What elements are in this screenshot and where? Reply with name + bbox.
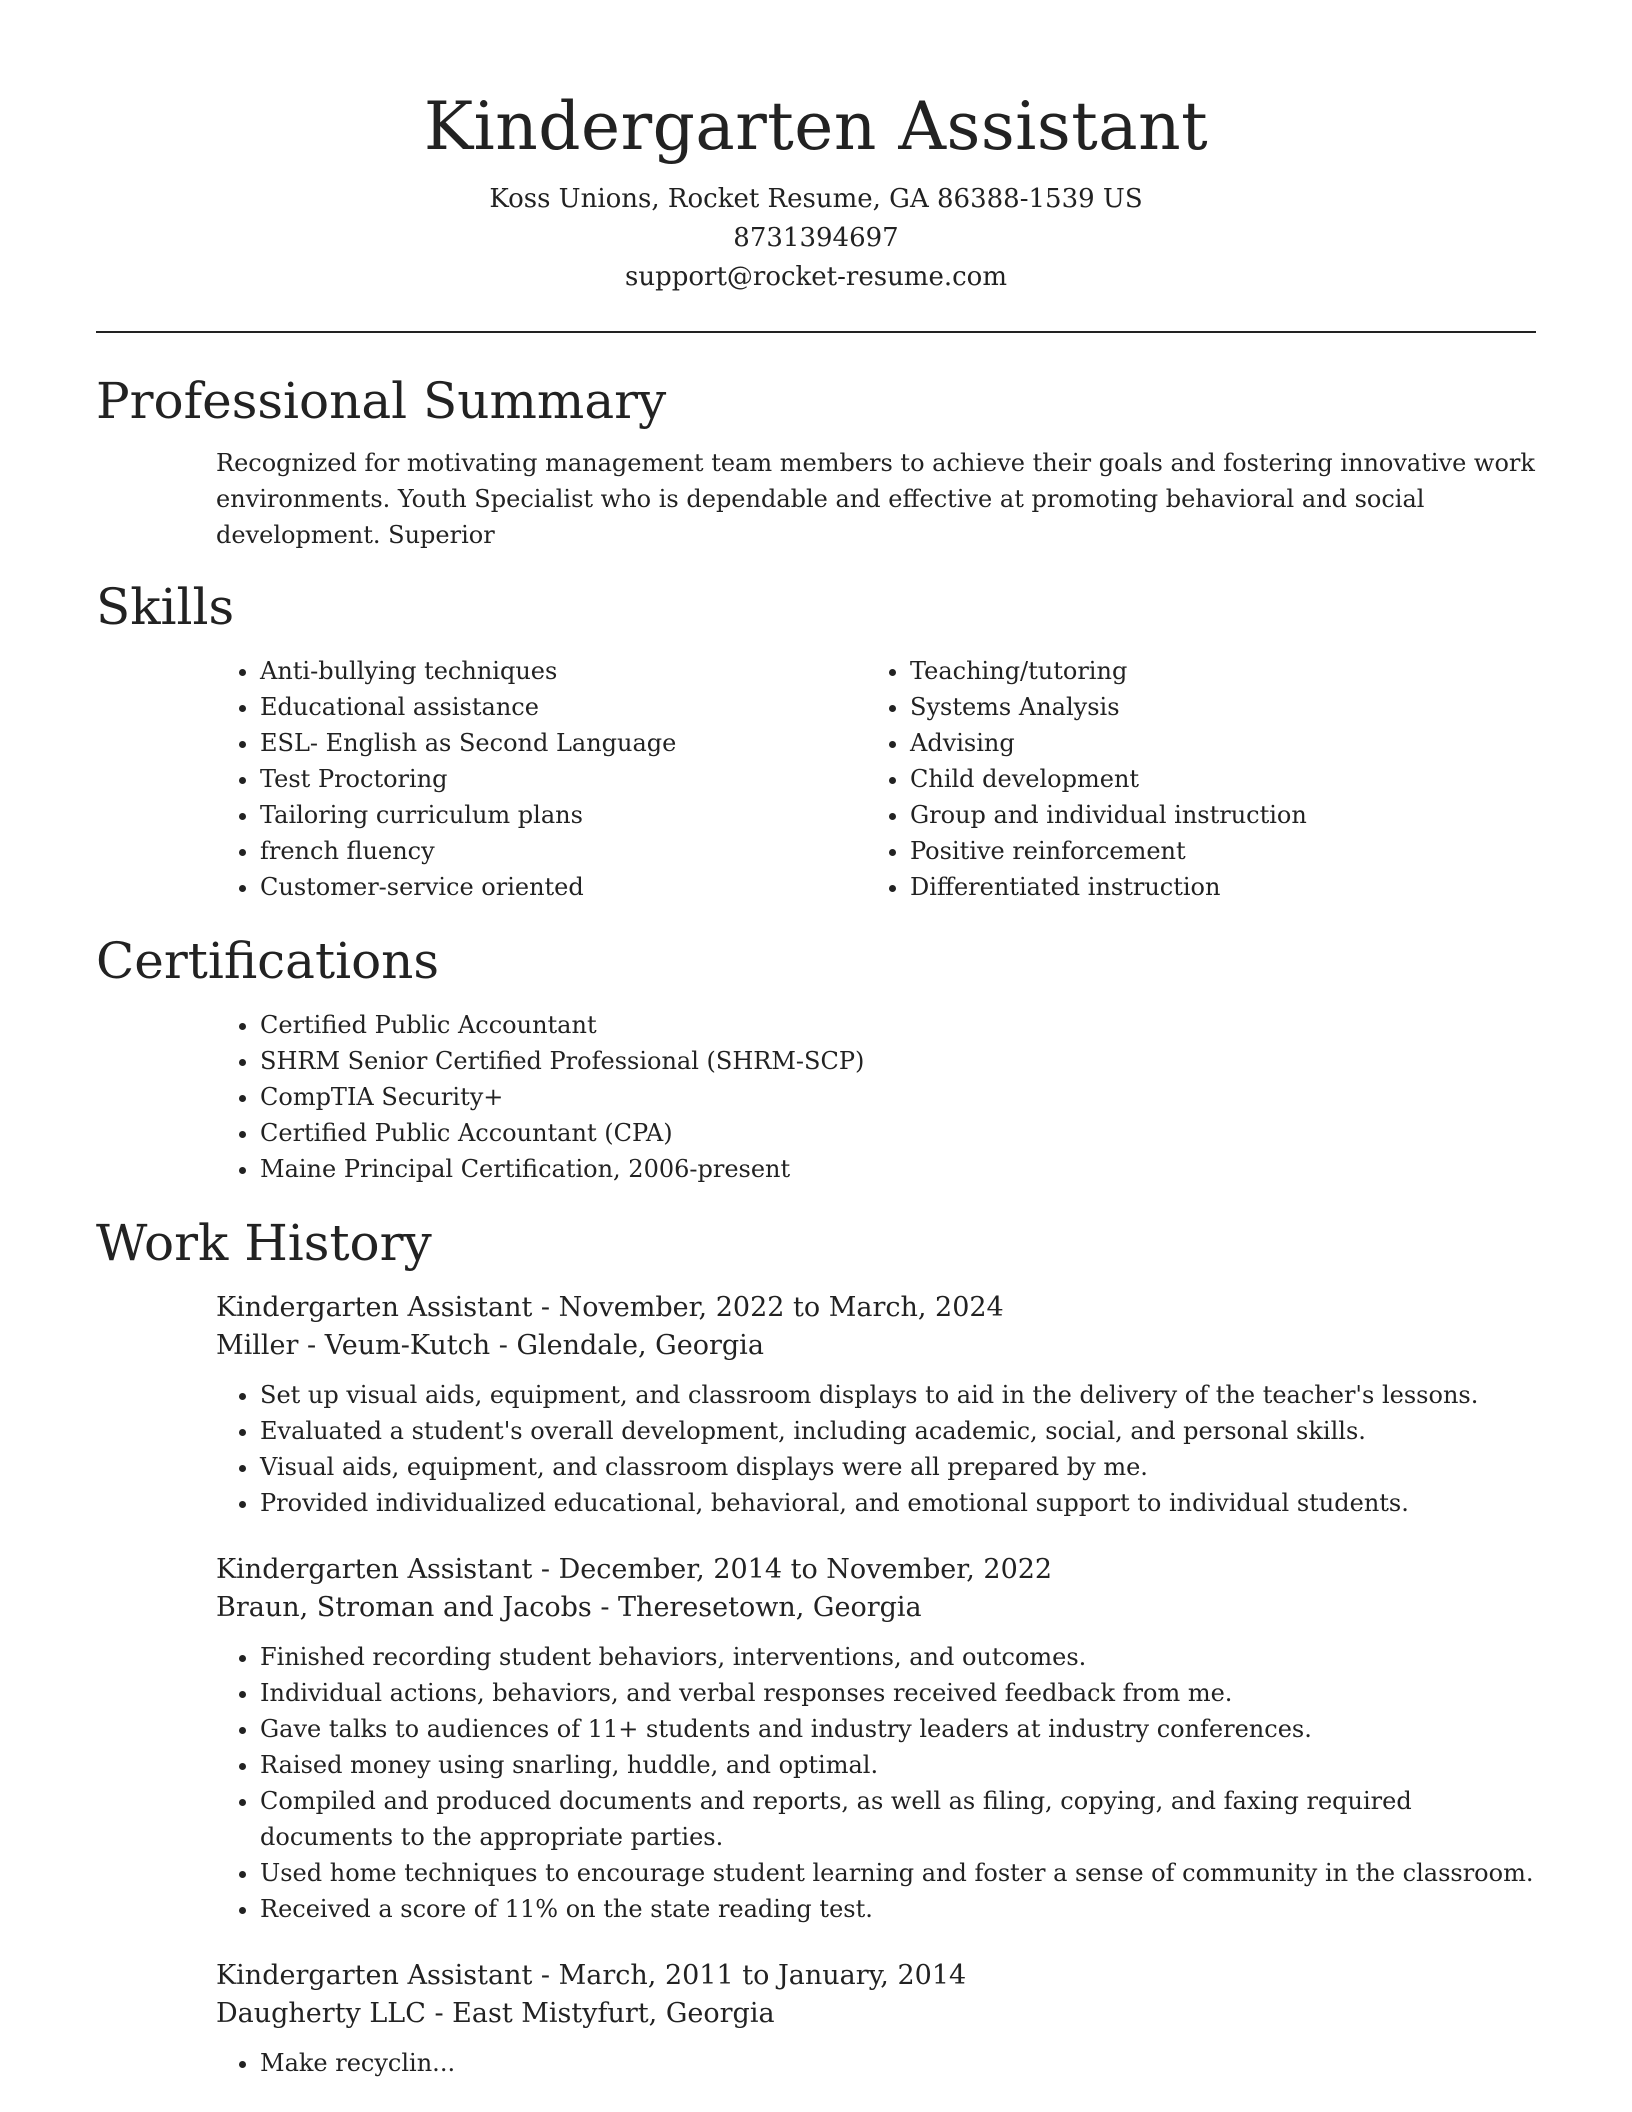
- skill-item: • Differentiated instruction: [910, 869, 1396, 905]
- job-bullets: [216, 1639, 1536, 1927]
- job-title-line: Kindergarten Assistant - November, 2022 to March, 2024: [216, 1292, 1004, 1323]
- header-divider: [96, 331, 1536, 333]
- job-bullet: • Visual aids, equipment, and classroom displays were all prepared by me.: [260, 1449, 1536, 1485]
- job-entry: [216, 1957, 1536, 2081]
- skills-list-right: [746, 653, 1396, 905]
- job-bullet: • Provided individualized educational, behavioral, and emotional support to individual students.: [260, 1485, 1536, 1521]
- summary-heading: Professional Summary: [96, 372, 667, 430]
- summary-text: Recognized for motivating management team members to achieve their goals and fostering innovative work environments. Youth Specialist who is dependable and effective at promoting behavioral and social development. Superior: [216, 449, 1535, 549]
- work-history-heading: Work History: [96, 1214, 432, 1272]
- job-bullets: [216, 1377, 1536, 1521]
- skill-item: • Advising: [910, 725, 1396, 761]
- skill-item: • Positive reinforcement: [910, 833, 1396, 869]
- certification-item: • Certified Public Accountant: [260, 1007, 1536, 1043]
- job-bullet: • Compiled and produced documents and reports, as well as filing, copying, and faxing required documents to the appropriate parties.: [260, 1783, 1536, 1855]
- contact-phone: 8731394697: [733, 223, 899, 253]
- skill-item: • french fluency: [260, 833, 746, 869]
- job-bullet: • Used home techniques to encourage student learning and foster a sense of community in the classroom.: [260, 1855, 1536, 1891]
- resume-header: [96, 0, 1536, 297]
- job-title-line: Kindergarten Assistant - March, 2011 to January, 2014: [216, 1960, 967, 1991]
- skills-list-left: [96, 653, 746, 905]
- skill-item: • Group and individual instruction: [910, 797, 1396, 833]
- skill-item: • Customer-service oriented: [260, 869, 746, 905]
- job-bullet: • Make recyclin...: [260, 2045, 1536, 2081]
- certification-item: • Certified Public Accountant (CPA): [260, 1115, 1536, 1151]
- certifications-list: [96, 1007, 1536, 1187]
- job-bullet: • Individual actions, behaviors, and verbal responses received feedback from me.: [260, 1675, 1536, 1711]
- certification-item: • Maine Principal Certification, 2006-present: [260, 1151, 1536, 1187]
- certification-item: • CompTIA Security+: [260, 1079, 1536, 1115]
- skills-columns: [96, 653, 1536, 905]
- skill-item: • Child development: [910, 761, 1396, 797]
- job-entry: [216, 1289, 1536, 1521]
- certification-item: • SHRM Senior Certified Professional (SHRM-SCP): [260, 1043, 1536, 1079]
- job-bullet: • Received a score of 11% on the state reading test.: [260, 1891, 1536, 1927]
- job-title-line: Kindergarten Assistant - December, 2014 to November, 2022: [216, 1554, 1053, 1585]
- candidate-name: Kindergarten Assistant: [423, 88, 1209, 165]
- skill-item: • Systems Analysis: [910, 689, 1396, 725]
- skills-heading: Skills: [96, 578, 235, 636]
- job-company-line: Braun, Stroman and Jacobs - Theresetown, Georgia: [216, 1592, 922, 1623]
- job-bullet: • Finished recording student behaviors, interventions, and outcomes.: [260, 1639, 1536, 1675]
- skill-item: • Anti-bullying techniques: [260, 653, 746, 689]
- skill-item: • ESL- English as Second Language: [260, 725, 746, 761]
- contact-block: [96, 180, 1536, 297]
- certifications-heading: Certifications: [96, 932, 440, 990]
- skill-item: • Teaching/tutoring: [910, 653, 1396, 689]
- job-entry: [216, 1551, 1536, 1927]
- skill-item: • Test Proctoring: [260, 761, 746, 797]
- contact-email: support@rocket-resume.com: [624, 262, 1007, 292]
- job-bullet: • Raised money using snarling, huddle, and optimal.: [260, 1747, 1536, 1783]
- skill-item: • Educational assistance: [260, 689, 746, 725]
- job-company-line: Daugherty LLC - East Mistyfurt, Georgia: [216, 1998, 775, 2029]
- job-bullet: • Gave talks to audiences of 11+ students and industry leaders at industry conferences.: [260, 1711, 1536, 1747]
- job-bullet: • Evaluated a student's overall development, including academic, social, and personal skills.: [260, 1413, 1536, 1449]
- job-bullet: • Set up visual aids, equipment, and classroom displays to aid in the delivery of the teacher's lessons.: [260, 1377, 1536, 1413]
- job-bullets: [216, 2045, 1536, 2081]
- contact-address: Koss Unions, Rocket Resume, GA 86388-1539 US: [489, 184, 1143, 214]
- job-company-line: Miller - Veum-Kutch - Glendale, Georgia: [216, 1330, 764, 1361]
- skill-item: • Tailoring curriculum plans: [260, 797, 746, 833]
